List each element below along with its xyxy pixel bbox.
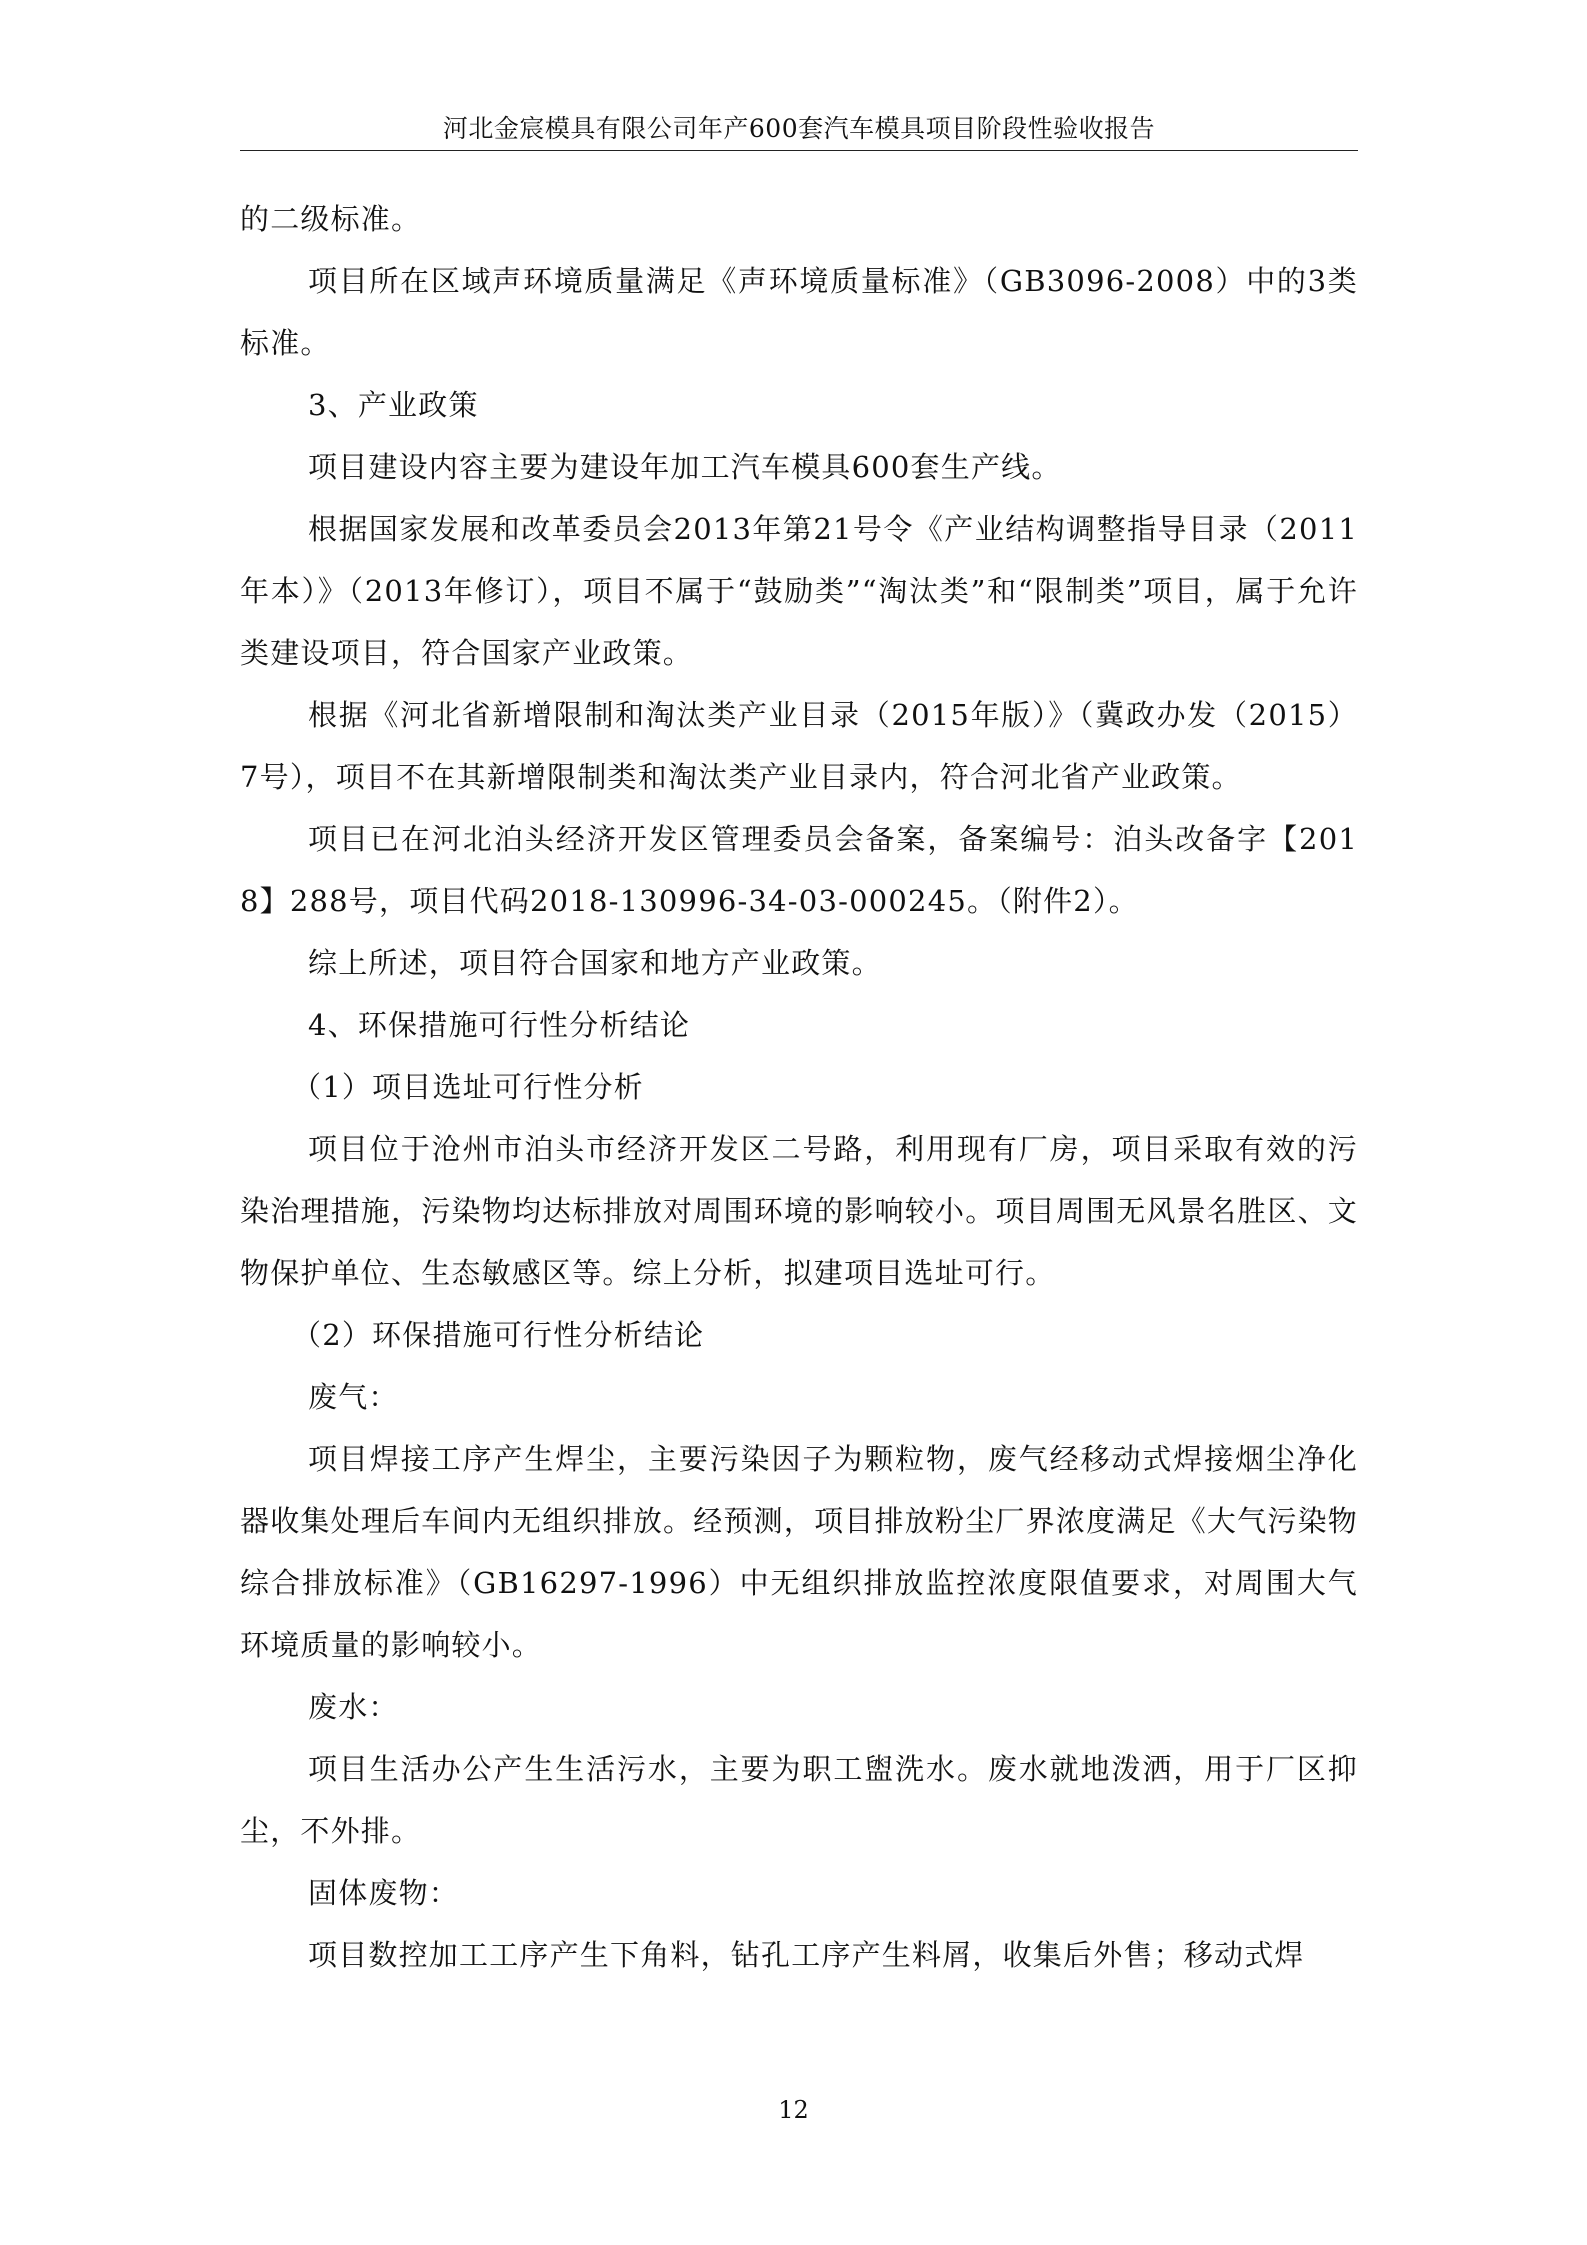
- paragraph-waste-gas: 项目焊接工序产生焊尘，主要污染因子为颗粒物，废气经移动式焊接烟尘净化器收集处理后车间内无组织排放。经预测，项目排放粉尘厂界浓度满足《大气污染物综合排放标准》（GB16297-1996）中无组织排放监控浓度限值要求，对周围大气环境质量的影响较小。: [240, 1442, 1358, 1662]
- page-number: 12: [778, 2096, 809, 2124]
- paragraph-policy-summary: 综上所述，项目符合国家和地方产业政策。: [308, 946, 882, 980]
- page-header-title: 河北金宸模具有限公司年产600套汽车模具项目阶段性验收报告: [442, 114, 1156, 143]
- document-body: [240, 188, 1358, 1986]
- paragraph-solid-waste: 项目数控加工工序产生下角料，钻孔工序产生料屑，收集后外售；移动式焊: [308, 1938, 1305, 1972]
- paragraph-national-policy: 根据国家发展和改革委员会2013年第21号令《产业结构调整指导目录（2011年本）》（2013年修订），项目不属于“鼓励类”“淘汰类”和“限制类”项目，属于允许类建设项目，符合国家产业政策。: [240, 512, 1358, 670]
- section-heading-feasibility: 4、环保措施可行性分析结论: [308, 1008, 691, 1042]
- label-waste-water: 废水：: [308, 1690, 399, 1724]
- label-waste-gas: 废气：: [308, 1380, 399, 1414]
- subheading-site-feasibility: （1）项目选址可行性分析: [292, 1070, 644, 1104]
- paragraph-filing-record: 项目已在河北泊头经济开发区管理委员会备案，备案编号：泊头改备字【2018】288号，项目代码2018-130996-34-03-000245。（附件2）。: [240, 822, 1358, 918]
- paragraph-site-analysis: 项目位于沧州市泊头市经济开发区二号路，利用现有厂房，项目采取有效的污染治理措施，污染物均达标排放对周围环境的影响较小。项目周围无风景名胜区、文物保护单位、生态敏感区等。综上分析，拟建项目选址可行。: [240, 1132, 1358, 1290]
- header-divider: [240, 150, 1358, 151]
- paragraph-continuation: 的二级标准。: [240, 202, 422, 236]
- subheading-measures-feasibility: （2）环保措施可行性分析结论: [292, 1318, 705, 1352]
- paragraph-provincial-policy: 根据《河北省新增限制和淘汰类产业目录（2015年版）》（冀政办发（2015）7号），项目不在其新增限制类和淘汰类产业目录内，符合河北省产业政策。: [240, 698, 1358, 794]
- label-solid-waste: 固体废物：: [308, 1876, 460, 1910]
- paragraph-construction-content: 项目建设内容主要为建设年加工汽车模具600套生产线。: [308, 450, 1062, 484]
- paragraph-noise-standard: 项目所在区域声环境质量满足《声环境质量标准》（GB3096-2008）中的3类标准。: [240, 264, 1358, 360]
- paragraph-waste-water: 项目生活办公产生生活污水，主要为职工盥洗水。废水就地泼洒，用于厂区抑尘，不外排。: [240, 1752, 1358, 1848]
- section-heading-industrial-policy: 3、产业政策: [308, 388, 479, 422]
